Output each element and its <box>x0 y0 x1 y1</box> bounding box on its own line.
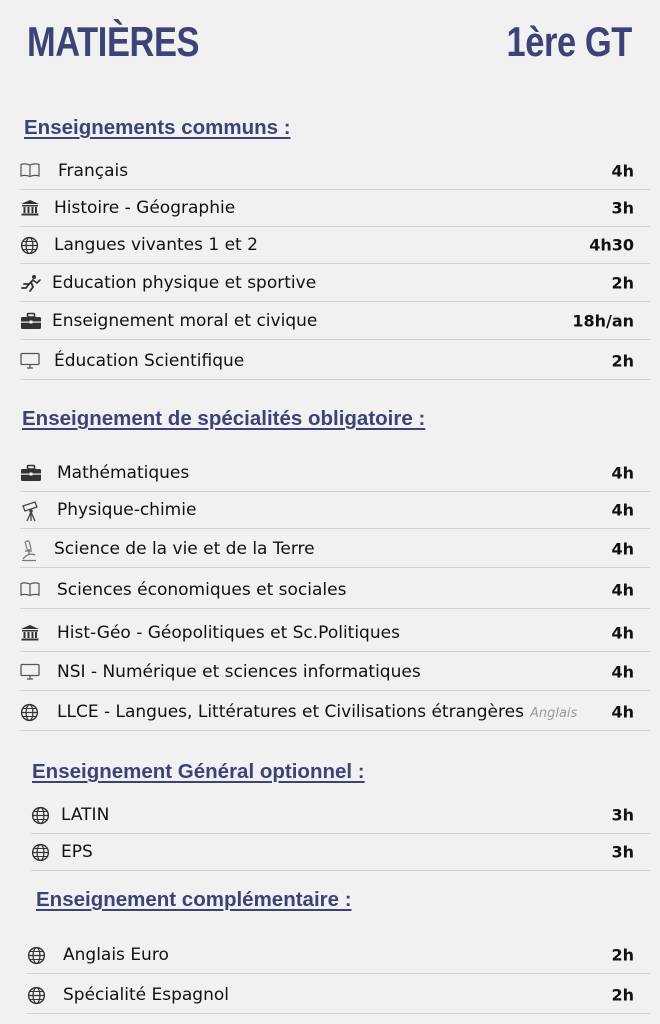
subject-row <box>27 976 650 1014</box>
subject-hours: 4h <box>611 500 634 519</box>
globe-icon <box>20 703 40 721</box>
subject-name: Anglais Euro <box>63 944 169 965</box>
subject-hours: 2h <box>611 273 634 292</box>
microscope-icon <box>20 540 40 558</box>
briefcase-icon-graphic <box>20 464 42 482</box>
subject-row <box>31 796 650 834</box>
subject-hours: 4h30 <box>589 235 634 254</box>
subject-name: EPS <box>61 841 93 862</box>
subject-row <box>20 342 650 380</box>
subject-name: Hist-Géo - Géopolitiques et Sc.Politiques <box>57 622 400 643</box>
subject-name: LLCE - Langues, Littératures et Civilisations étrangères Anglais <box>57 701 578 722</box>
globe-icon <box>27 946 47 964</box>
subject-row <box>20 530 650 568</box>
subject-row <box>20 491 650 529</box>
subject-row <box>20 614 650 652</box>
globe-icon-graphic <box>27 986 46 1005</box>
subject-hours: 2h <box>611 351 634 370</box>
subject-name: Science de la vie et de la Terre <box>54 538 315 559</box>
section-heading-complementaire: Enseignement complémentaire : <box>36 888 352 911</box>
subject-hours: 4h <box>611 161 634 180</box>
subject-name: NSI - Numérique et sciences informatiques <box>57 661 421 682</box>
subject-hours: 18h/an <box>572 311 634 330</box>
runner-icon <box>20 274 40 292</box>
subject-row <box>20 454 650 492</box>
subject-row <box>20 264 650 302</box>
book-icon-graphic <box>20 162 40 178</box>
subject-name: LATIN <box>61 804 110 825</box>
subject-hours: 4h <box>611 580 634 599</box>
institution-icon-graphic <box>20 624 40 642</box>
subject-hours: 4h <box>611 662 634 681</box>
language-note: Anglais <box>529 705 578 721</box>
subject-name: Spécialité Espagnol <box>63 984 229 1005</box>
subject-row <box>20 653 650 691</box>
subject-row <box>27 936 650 974</box>
globe-icon-graphic <box>27 946 46 965</box>
subject-hours: 4h <box>611 539 634 558</box>
microscope-icon-graphic <box>20 540 38 562</box>
briefcase-icon <box>20 464 40 482</box>
subject-hours: 3h <box>611 805 634 824</box>
telescope-icon <box>20 501 40 519</box>
institution-icon <box>20 199 40 217</box>
subject-row <box>20 152 650 190</box>
book-icon-graphic <box>20 581 40 597</box>
globe-icon-graphic <box>20 703 39 722</box>
globe-icon-graphic <box>20 236 39 255</box>
subject-row <box>20 226 650 264</box>
subject-row <box>31 833 650 871</box>
subject-row <box>20 693 650 731</box>
globe-icon <box>31 843 51 861</box>
subject-row <box>20 302 650 340</box>
subject-name: Histoire - Géographie <box>54 197 236 218</box>
globe-icon <box>27 986 47 1004</box>
subject-name: Sciences économiques et sociales <box>57 579 347 600</box>
subject-hours: 3h <box>611 198 634 217</box>
page-title: MATIÈRES <box>27 18 200 65</box>
institution-icon-graphic <box>20 199 40 217</box>
globe-icon-graphic <box>31 843 50 862</box>
globe-icon <box>31 806 51 824</box>
telescope-icon-graphic <box>20 501 42 523</box>
subject-name: Français <box>58 160 129 181</box>
monitor-icon-graphic <box>20 352 40 370</box>
subject-hours: 3h <box>611 842 634 861</box>
subject-row <box>20 571 650 609</box>
subject-name: Mathématiques <box>57 462 190 483</box>
book-icon <box>20 162 40 180</box>
book-icon <box>20 581 40 599</box>
subject-hours: 4h <box>611 623 634 642</box>
runner-icon-graphic <box>20 274 42 292</box>
section-heading-optionnel: Enseignement Général optionnel : <box>32 760 365 783</box>
globe-icon <box>20 236 40 254</box>
monitor-icon-graphic <box>20 663 40 681</box>
subject-name: Enseignement moral et civique <box>52 310 318 331</box>
subject-hours: 4h <box>611 702 634 721</box>
subject-hours: 2h <box>611 985 634 1004</box>
subject-row <box>20 189 650 227</box>
subject-hours: 4h <box>611 463 634 482</box>
institution-icon <box>20 624 40 642</box>
section-heading-specialites: Enseignement de spécialités obligatoire : <box>22 407 426 430</box>
briefcase-icon <box>20 312 40 330</box>
monitor-icon <box>20 663 40 681</box>
subject-name: Éducation Scientifique <box>54 350 245 371</box>
subject-hours: 2h <box>611 945 634 964</box>
section-heading-communs: Enseignements communs : <box>24 116 291 139</box>
subject-name: Education physique et sportive <box>52 272 317 293</box>
subject-name: Physique-chimie <box>57 499 197 520</box>
class-level: 1ère GT <box>506 18 632 65</box>
monitor-icon <box>20 352 40 370</box>
globe-icon-graphic <box>31 806 50 825</box>
briefcase-icon-graphic <box>20 312 42 330</box>
subject-name: Langues vivantes 1 et 2 <box>54 234 258 255</box>
